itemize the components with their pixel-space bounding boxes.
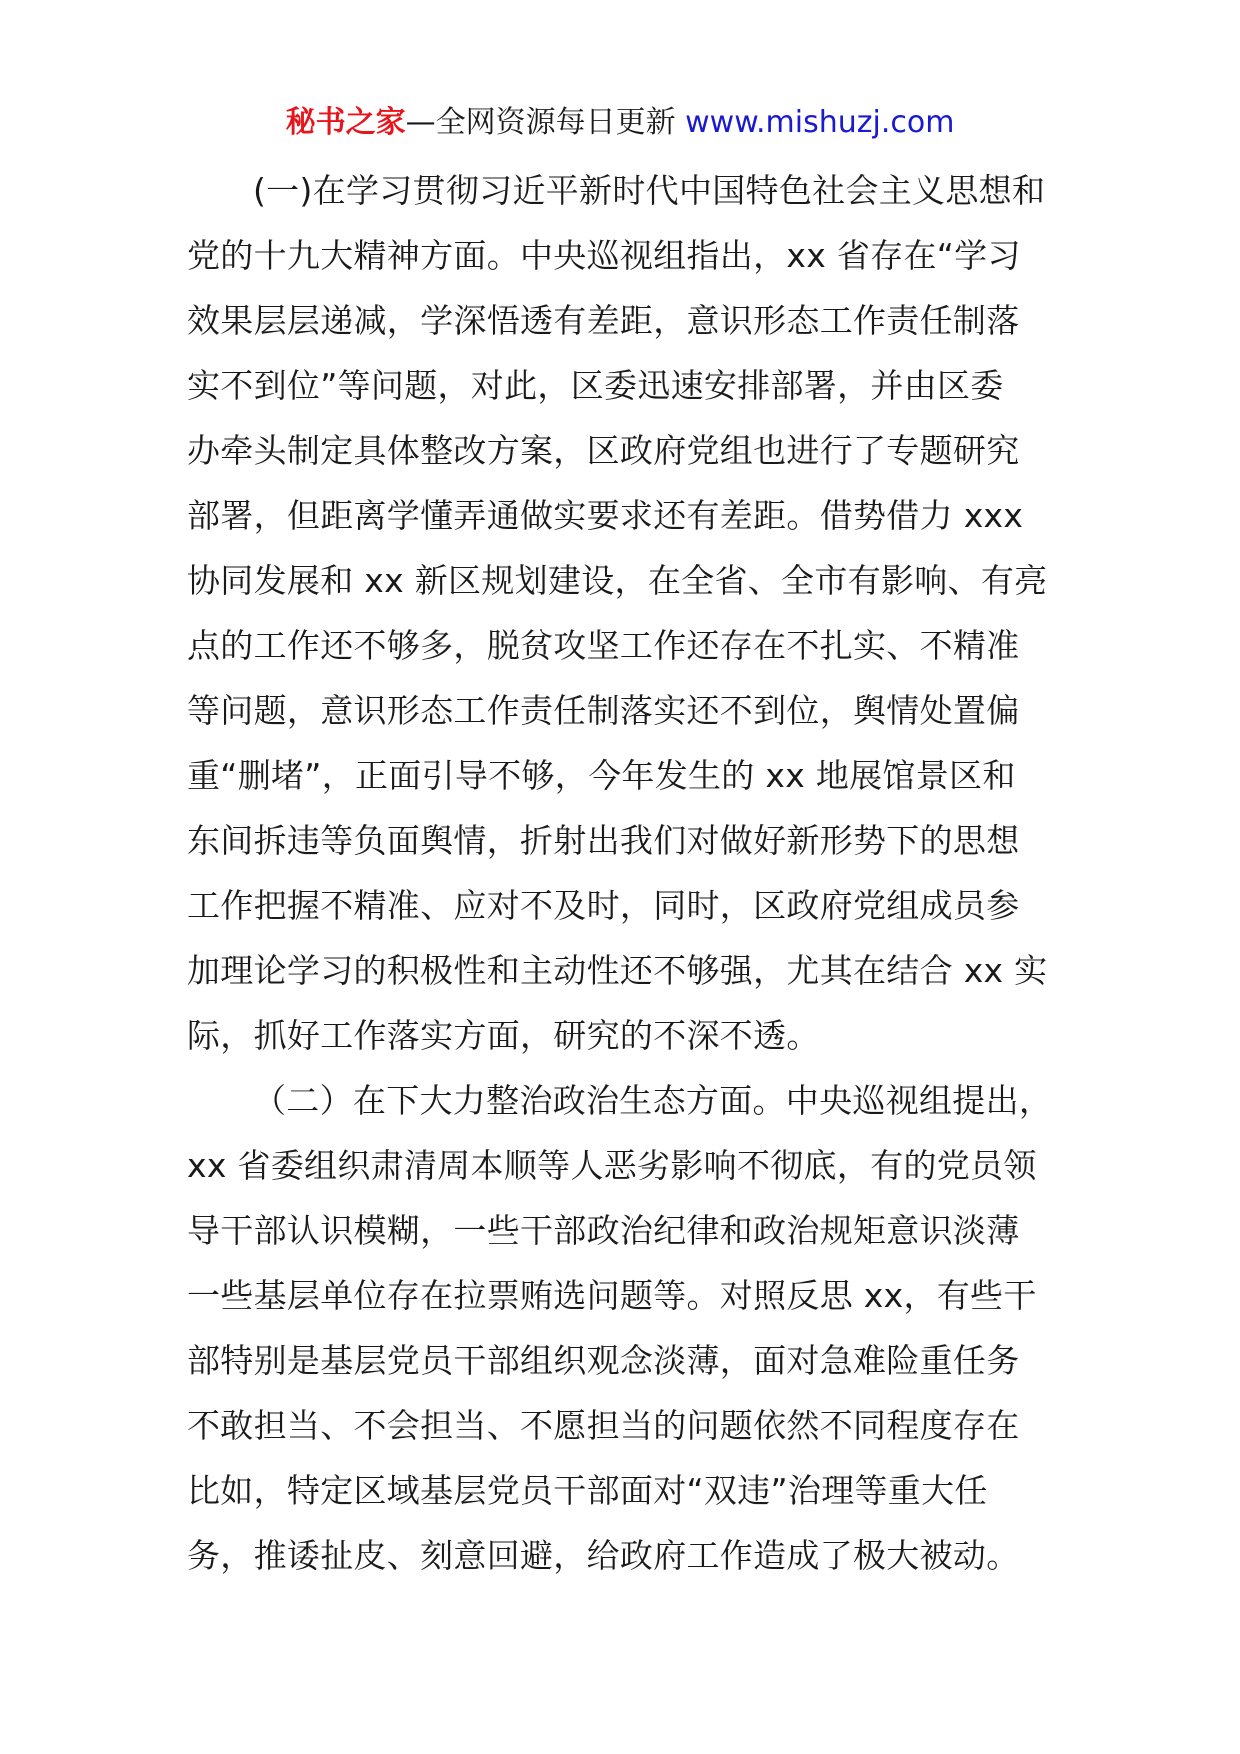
paragraph-line: 等问题，意识形态工作责任制落实还不到位，舆情处置偏 <box>187 691 1020 730</box>
website-link[interactable]: www.mishuzj.com <box>685 105 955 140</box>
paragraph-line: 实不到位”等问题，对此，区委迅速安排部署，并由区委 <box>187 366 1004 405</box>
paragraph-line: 比如，特定区域基层党员干部面对“双违”治理等重大任 <box>187 1471 988 1510</box>
brand-name: 秘书之家 <box>285 105 406 140</box>
document-body <box>187 158 1067 1588</box>
paragraph-line: （二）在下大力整治政治生态方面。中央巡视组提出， <box>253 1081 1053 1120</box>
paragraph-line: 际，抓好工作落实方面，研究的不深不透。 <box>187 1016 820 1055</box>
paragraph-line: 加理论学习的积极性和主动性还不够强，尤其在结合 xx 实 <box>187 951 1048 990</box>
paragraph-line: 导干部认识模糊，一些干部政治纪律和政治规矩意识淡薄 <box>187 1211 1020 1250</box>
paragraph-line: (一)在学习贯彻习近平新时代中国特色社会主义思想和 <box>253 171 1046 210</box>
paragraph-line: 党的十九大精神方面。中央巡视组指出，xx 省存在“学习 <box>187 236 1021 275</box>
header-slogan: —全网资源每日更新 <box>405 105 676 140</box>
paragraph-line: 协同发展和 xx 新区规划建设，在全省、全市有影响、有亮 <box>187 561 1048 600</box>
paragraph-line: 点的工作还不够多，脱贫攻坚工作还存在不扎实、不精准 <box>187 626 1020 665</box>
paragraph-line: xx 省委组织肃清周本顺等人恶劣影响不彻底，有的党员领 <box>187 1146 1037 1185</box>
paragraph-line: 不敢担当、不会担当、不愿担当的问题依然不同程度存在 <box>187 1406 1020 1445</box>
paragraph-line: 部署，但距离学懂弄通做实要求还有差距。借势借力 xxx <box>187 496 1024 535</box>
paragraph-line: 一些基层单位存在拉票贿选问题等。对照反思 xx，有些干 <box>187 1276 1037 1315</box>
paragraph-line: 务，推诿扯皮、刻意回避，给政府工作造成了极大被动。 <box>187 1536 1020 1575</box>
paragraph-line: 工作把握不精准、应对不及时，同时，区政府党组成员参 <box>187 886 1020 925</box>
paragraph-line: 效果层层递减，学深悟透有差距，意识形态工作责任制落 <box>187 301 1020 340</box>
paragraph-line: 部特别是基层党员干部组织观念淡薄，面对急难险重任务 <box>187 1341 1020 1380</box>
paragraph-line: 重“删堵”，正面引导不够，今年发生的 xx 地展馆景区和 <box>187 756 1016 795</box>
paragraph-line: 东间拆违等负面舆情，折射出我们对做好新形势下的思想 <box>187 821 1020 860</box>
paragraph-line: 办牵头制定具体整改方案，区政府党组也进行了专题研究 <box>187 431 1020 470</box>
document-header <box>0 103 1240 143</box>
paragraph-1 <box>187 158 1067 1068</box>
paragraph-2 <box>187 1068 1067 1588</box>
